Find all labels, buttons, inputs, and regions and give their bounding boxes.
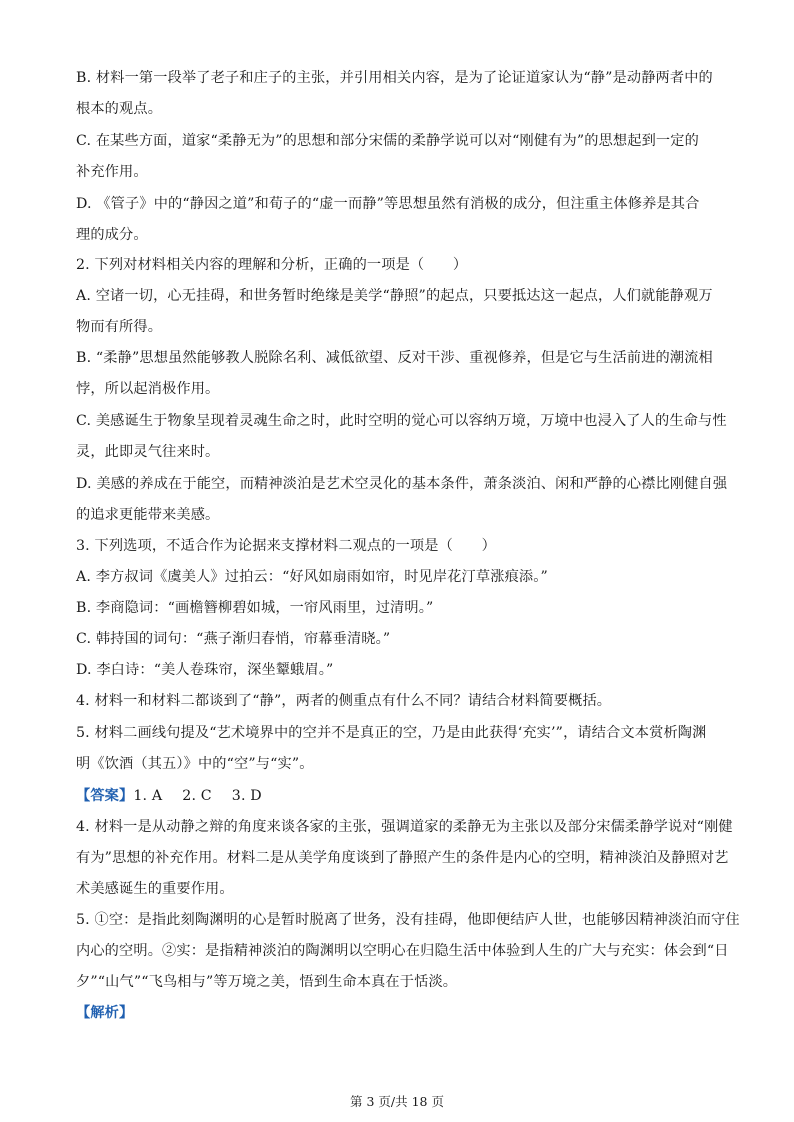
q3-option-c: C. 韩持国的词句：“燕子渐归春悄，帘幕垂清晓。”	[76, 631, 391, 647]
q1-option-d-line1: D. 《管子》中的“静因之道”和荀子的“虚一而静”等思想虽然有消极的成分，但注重主体修养是其合	[76, 196, 700, 212]
answer-4-line3: 术美感诞生的重要作用。	[76, 881, 234, 897]
q2-option-a-line2: 物而有所得。	[76, 319, 163, 335]
q1-option-c-line1: C. 在某些方面，道家“柔静无为”的思想和部分宋儒的柔静学说可以对“刚健有为”的思想起到一定的	[76, 133, 699, 149]
q3-option-d: D. 李白诗：“美人卷珠帘，深坐颦蛾眉。”	[76, 662, 334, 678]
answer-tag: 【答案】	[76, 788, 134, 804]
answer-5-line1: 5. ①空：是指此刻陶渊明的心是暂时脱离了世务，没有挂碍，他即便结庐人世，也能够因精神淡泊而守住	[76, 912, 740, 928]
q2-option-d-line1: D. 美感的养成在于能空，而精神淡泊是艺术空灵化的基本条件，萧条淡泊、闲和严静的心襟比刚健自强	[76, 476, 728, 492]
q1-option-d-line2: 理的成分。	[76, 227, 148, 243]
answer-1: 1. A	[133, 788, 163, 804]
answer-4-line1: 4. 材料一是从动静之辩的角度来谈各家的主张，强调道家的柔静无为主张以及部分宋儒柔静学说对“刚健	[76, 819, 733, 835]
q2-option-c-line1: C. 美感诞生于物象呈现着灵魂生命之时，此时空明的觉心可以容纳万境，万境中也浸入了人的生命与性	[76, 413, 727, 429]
q3-option-b: B. 李商隐词：“画檐簪柳碧如城，一帘风雨里，过清明。”	[76, 600, 434, 616]
q1-option-c-line2: 补充作用。	[76, 164, 148, 180]
page-footer: 第 3 页/共 18 页	[350, 1094, 444, 1109]
analysis-row	[76, 1004, 716, 1022]
analysis-tag: 【解析】	[76, 1005, 134, 1021]
answer-row	[76, 787, 716, 805]
answer-5-line2: 内心的空明。②实：是指精神淡泊的陶渊明以空明心在归隐生活中体验到人生的广大与充实：体会到“日	[76, 943, 729, 959]
answer-3: 3. D	[231, 788, 262, 804]
q4-stem: 4. 材料一和材料二都谈到了“静”，两者的侧重点有什么不同？请结合材料简要概括。	[76, 693, 612, 709]
q2-option-b-line1: B. “柔静”思想虽然能够教人脱除名利、减低欲望、反对干涉、重视修养，但是它与生活前进的潮流相	[76, 350, 713, 366]
answer-2: 2. C	[182, 788, 212, 804]
q3-stem: 3. 下列选项，不适合作为论据来支撑材料二观点的一项是（ ）	[76, 538, 496, 554]
q3-option-a: A. 李方叔词《虞美人》过拍云：“好风如扇雨如帘，时见岸花汀草涨痕添。”	[76, 569, 548, 585]
q2-option-a-line1: A. 空诸一切，心无挂碍，和世务暂时绝缘是美学“静照”的起点，只要抵达这一起点，人们就能静观万	[76, 288, 713, 304]
answer-4-line2: 有为”思想的补充作用。材料二是从美学角度谈到了静照产生的条件是内心的空明，精神淡泊及静照对艺	[76, 850, 729, 866]
q5-stem-line1: 5. 材料二画线句提及“艺术境界中的空并不是真正的空，乃是由此获得‘充实’”，请结合文本赏析陶渊	[76, 725, 707, 741]
q2-option-b-line2: 悖，所以起消极作用。	[76, 381, 220, 397]
q5-stem-line2: 明《饮酒（其五）》中的“空”与“实”。	[76, 756, 314, 772]
q1-option-b-line2: 根本的观点。	[76, 101, 163, 117]
q2-option-c-line2: 灵，此即灵气往来时。	[76, 444, 220, 460]
q1-option-b-line1: B. 材料一第一段举了老子和庄子的主张，并引用相关内容，是为了论证道家认为“静”是动静两者中的	[76, 70, 713, 86]
answer-5-line3: 夕”“山气”“飞鸟相与”等万境之美，悟到生命本真在于恬淡。	[76, 974, 458, 990]
q2-stem: 2. 下列对材料相关内容的理解和分析，正确的一项是（ ）	[76, 257, 468, 273]
q2-option-d-line2: 的追求更能带来美感。	[76, 507, 220, 523]
